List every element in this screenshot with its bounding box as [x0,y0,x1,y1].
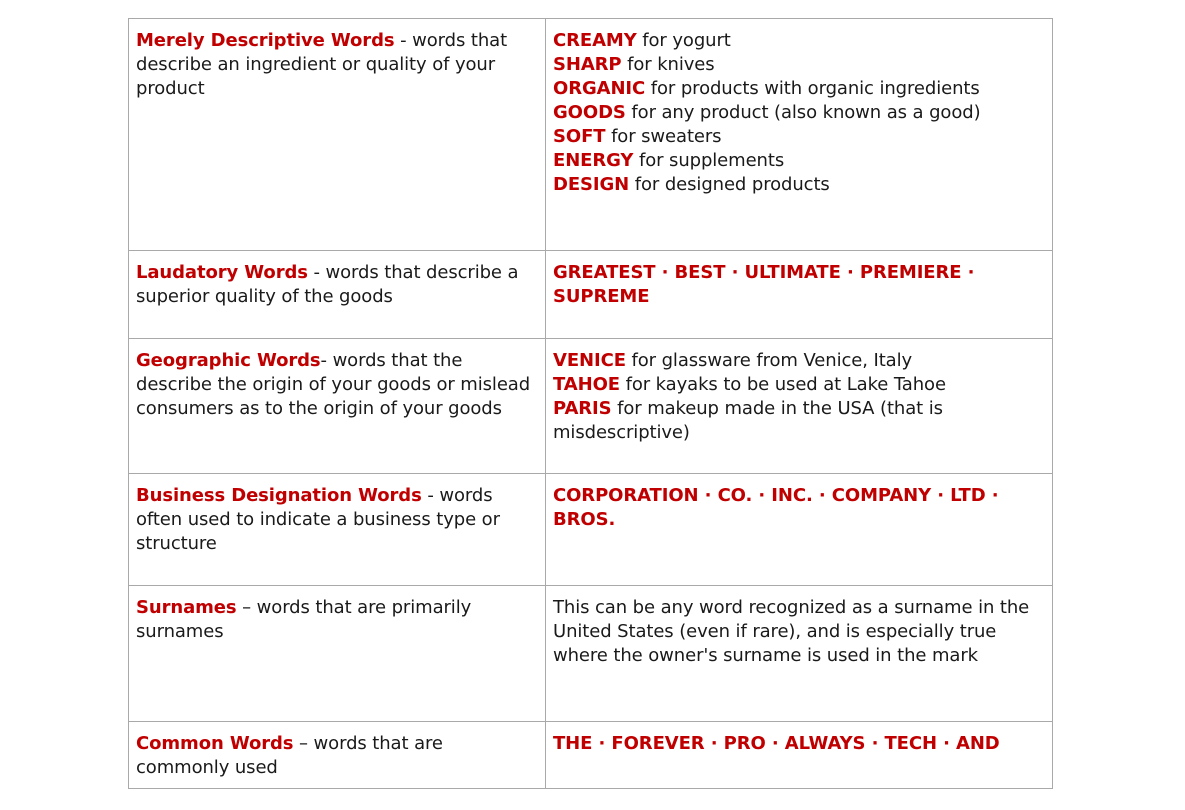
examples-cell [546,722,1053,789]
example-keyword: SOFT [553,126,606,147]
example-text: for yogurt [636,30,731,51]
category-cell [129,251,546,339]
table-row [129,722,1053,789]
example-item [553,397,1044,445]
example-text: for designed products [629,174,830,195]
example-text: for makeup made in the USA (that is misdescriptive) [553,398,943,443]
example-keyword: ENERGY [553,150,634,171]
category-title: Surnames [136,597,237,618]
category-title: Common Words [136,733,294,754]
category-cell [129,339,546,474]
example-text: for kayaks to be used at Lake Tahoe [619,374,946,395]
category-cell [129,19,546,251]
example-text: for any product (also known as a good) [625,102,981,123]
category-cell [129,722,546,789]
keyword-list: THE · FOREVER · PRO · ALWAYS · TECH · AND [553,733,1000,754]
separator: – [236,597,257,618]
examples-cell [546,586,1053,722]
keyword-list: GREATEST · BEST · ULTIMATE · PREMIERE · SUPREME [553,262,975,307]
category-description: words often used to indicate a business type or structure [136,485,500,554]
example-item [553,373,1044,397]
category-title: Merely Descriptive Words [136,30,395,51]
plain-explanation: This can be any word recognized as a surname in the United States (even if rare), and is especially true where the owner's surname is used in the mark [553,597,1030,666]
example-text: for knives [621,54,715,75]
keyword-list: CORPORATION · CO. · INC. · COMPANY · LTD · BROS. [553,485,999,530]
separator: - [394,30,413,51]
category-title: Business Designation Words [136,485,422,506]
separator: - [421,485,440,506]
category-description: words that are commonly used [136,733,443,778]
category-description: words that are primarily surnames [136,597,472,642]
example-text: for products with organic ingredients [645,78,980,99]
example-keyword: CREAMY [553,30,637,51]
separator: - [320,350,333,371]
example-keyword: TAHOE [553,374,620,395]
examples-cell [546,251,1053,339]
table-row [129,339,1053,474]
examples-cell [546,19,1053,251]
example-keyword: PARIS [553,398,612,419]
examples-cell [546,339,1053,474]
example-text: for glassware from Venice, Italy [625,350,913,371]
example-keyword: ORGANIC [553,78,646,99]
example-text: for supplements [633,150,785,171]
example-item [553,101,1044,125]
category-cell [129,474,546,586]
table-row [129,19,1053,251]
example-text: for sweaters [605,126,722,147]
separator: - [307,262,326,283]
category-title: Laudatory Words [136,262,308,283]
category-description: words that describe a superior quality of the goods [136,262,519,307]
example-item [553,29,1044,53]
example-item [553,77,1044,101]
example-keyword: VENICE [553,350,626,371]
example-keyword: SHARP [553,54,622,75]
category-title: Geographic Words [136,350,321,371]
example-item [553,173,1044,197]
category-description: words that the describe the origin of your goods or mislead consumers as to the origin of your goods [136,350,531,419]
category-cell [129,586,546,722]
example-item [553,349,1044,373]
example-item [553,125,1044,149]
category-description: words that describe an ingredient or quality of your product [136,30,508,99]
table-row [129,251,1053,339]
separator: – [293,733,314,754]
word-categories-table [128,18,1053,789]
example-keyword: DESIGN [553,174,630,195]
examples-cell [546,474,1053,586]
table-row [129,586,1053,722]
example-item [553,149,1044,173]
table-row [129,474,1053,586]
example-keyword: GOODS [553,102,626,123]
example-item [553,53,1044,77]
